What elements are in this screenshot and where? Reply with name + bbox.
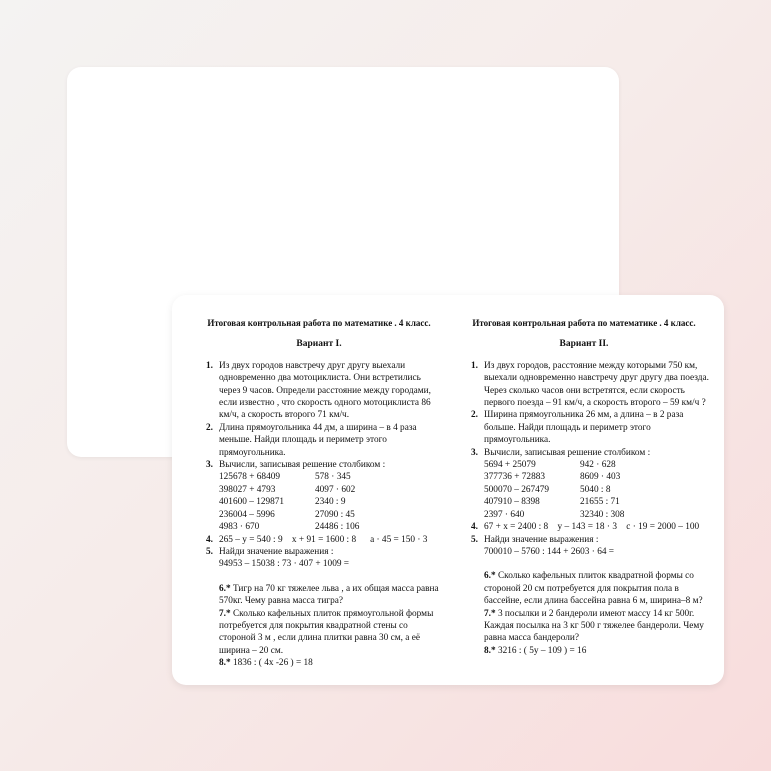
variant-heading: Вариант II.: [559, 339, 609, 350]
task-text: 3216 : ( 5y – 109 ) = 16: [497, 645, 587, 656]
task-6: [459, 570, 709, 607]
task-4: [194, 534, 444, 546]
expression: 700010 – 5760 : 144 + 2603 · 64 =: [484, 546, 615, 557]
task-number: 5.: [206, 546, 213, 557]
calc-item: 27090 : 45: [315, 509, 355, 520]
task-8: [194, 657, 444, 669]
task-number: 3.: [471, 447, 478, 458]
variant-heading: Вариант I.: [296, 339, 342, 350]
task-3: [194, 459, 444, 471]
task-3: [459, 447, 709, 459]
calc-item: 5694 + 25079: [484, 460, 536, 471]
calc-item: 32340 : 308: [580, 509, 625, 520]
task-number: 4.: [471, 522, 478, 533]
task-4: [459, 521, 709, 533]
task-number: 2.: [206, 422, 213, 433]
task-text: Вычисли, записывая решение столбиком :: [219, 460, 386, 471]
task-text: Ширина прямоугольника 26 мм, а длина – в 2 раза больше. Найди площадь и периметр этого прямоугольника.: [484, 410, 684, 446]
task-number: 6.*: [219, 583, 231, 594]
task-text: Сколько кафельных плиток квадратной формы со стороной 20 см потребуется для покрытия пола в бассейне, если длина бассейна равна 6 м, ширина–8 м?: [484, 571, 703, 607]
calc-item: 398027 + 4793: [219, 484, 276, 495]
document-title: Итоговая контрольная работа по математике . 4 класс.: [472, 318, 696, 328]
task-6: [194, 583, 444, 608]
task-text: Из двух городов, расстояние между которыми 750 км, выехали одновременно навстречу друг другу два поезда. Через сколько часов они встретятся, если скорость первого поезда – 91 км/ч, а скорость второго – 59 км/ч ?: [484, 360, 709, 409]
task-text: Найди значение выражения :: [219, 546, 334, 557]
calc-item: 21655 : 71: [580, 497, 620, 508]
expression: 94953 – 15038 : 73 · 407 + 1009 =: [219, 559, 350, 570]
calc-item: 2340 : 9: [315, 497, 346, 508]
equation: 67 + x = 2400 : 8: [484, 522, 549, 533]
task-number: 2.: [471, 410, 478, 421]
task-8: [459, 645, 709, 657]
task-number: 7.*: [484, 608, 496, 619]
task-2: [459, 409, 709, 446]
task-7: [194, 608, 444, 658]
task-number: 6.*: [484, 571, 496, 582]
calc-item: 24486 : 106: [315, 522, 360, 533]
task-text: Длина прямоугольника 44 дм, а ширина – в 4 раза меньше. Найди площадь и периметр этого прямоугольника.: [219, 422, 417, 458]
task-number: 8.*: [219, 658, 231, 669]
calc-item: 942 · 628: [580, 460, 616, 471]
task-1: [459, 360, 709, 410]
variant-2-column: [459, 317, 709, 657]
task-number: 4.: [206, 534, 213, 545]
task-number: 7.*: [219, 608, 231, 619]
task-5: [194, 546, 444, 558]
task-1: [194, 360, 444, 422]
column-calculations: [459, 459, 709, 521]
task-number: 1.: [471, 360, 478, 371]
calc-item: 377736 + 72883: [484, 472, 546, 483]
test-document-card: [172, 295, 724, 685]
task-2: [194, 422, 444, 459]
task-text: 3 посылки и 2 бандероли имеют массу 14 кг 500г. Каждая посылка на 3 кг 500 г тяжелее бандероли. Чему равна масса бандероли?: [484, 608, 704, 644]
calc-item: 4097 · 602: [315, 484, 356, 495]
calc-item: 5040 : 8: [580, 484, 611, 495]
calc-item: 2397 · 640: [484, 509, 525, 520]
equation: a · 45 = 150 · 3: [370, 534, 428, 545]
task-number: 1.: [206, 360, 213, 371]
task-7: [459, 608, 709, 645]
variant-1-column: [194, 317, 444, 670]
task-5: [459, 534, 709, 546]
task-number: 5.: [471, 534, 478, 545]
task-text: 1836 : ( 4x -26 ) = 18: [232, 658, 313, 669]
calc-item: 500070 – 267479: [484, 484, 550, 495]
calc-item: 401600 – 129871: [219, 497, 285, 508]
calc-item: 578 · 345: [315, 472, 351, 483]
equation: y – 143 = 18 · 3: [557, 522, 617, 533]
task-text: Из двух городов навстречу друг другу выехали одновременно два мотоциклиста. Они встретились через 9 часов. Определи расстояние между городами, если известно , что скорость одного мотоциклиста 86 км/ч, а скорость второго 71 км/ч.: [219, 360, 431, 421]
calc-item: 125678 + 68409: [219, 472, 281, 483]
calc-item: 4983 · 670: [219, 522, 260, 533]
task-number: 8.*: [484, 645, 496, 656]
calc-item: 236004 – 5996: [219, 509, 275, 520]
equation: 265 – y = 540 : 9: [219, 534, 283, 545]
column-calculations: [194, 471, 444, 533]
task-number: 3.: [206, 460, 213, 471]
task-text: Тигр на 70 кг тяжелее льва , а их общая масса равна 570кг. Чему равна масса тигра?: [219, 583, 439, 607]
equation: x + 91 = 1600 : 8: [291, 534, 357, 545]
task-text: Вычисли, записывая решение столбиком :: [484, 447, 651, 458]
equation: c · 19 = 2000 – 100: [626, 522, 700, 533]
document-title: Итоговая контрольная работа по математике . 4 класс.: [207, 318, 431, 328]
task-text: Сколько кафельных плиток прямоугольной формы потребуется для покрытия квадратной стены со стороной 3 м , если длина плитки равна 30 см, а её ширина – 20 см.: [219, 608, 434, 656]
task-text: Найди значение выражения :: [484, 534, 599, 545]
calc-item: 407910 – 8398: [484, 497, 540, 508]
calc-item: 8609 · 403: [580, 472, 621, 483]
